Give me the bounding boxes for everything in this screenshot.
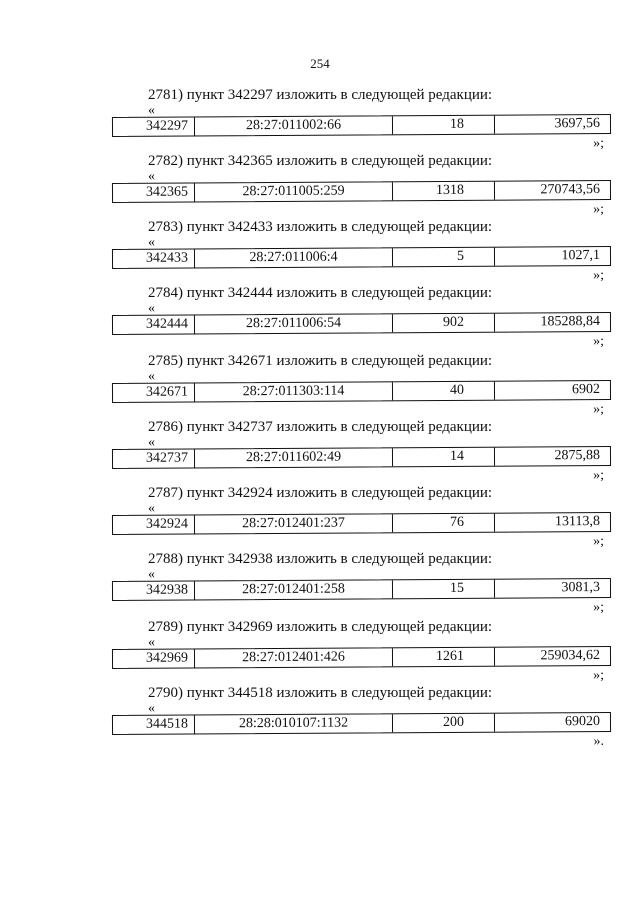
value-cell: 2875,88 — [554, 448, 601, 464]
cadastral-number-cell: 28:27:012401:237 — [195, 514, 393, 533]
closing-quote: »; — [593, 334, 604, 349]
cadastral-number-cell: 28:27:011002:66 — [195, 116, 393, 135]
opening-quote: « — [148, 103, 155, 118]
table-row — [112, 446, 611, 469]
closing-quote: »; — [593, 136, 604, 151]
row-number-cell: 344518 — [113, 715, 195, 734]
amendment-heading: 2787) пункт 342924 изложить в следующей редакции: — [148, 485, 493, 501]
row-number-cell: 342297 — [113, 117, 195, 136]
value-cell: 259034,62 — [540, 648, 601, 664]
opening-quote: « — [148, 369, 155, 384]
row-number-cell: 342924 — [113, 515, 195, 534]
table-row — [112, 180, 611, 203]
opening-quote: « — [148, 701, 155, 716]
amendment-heading: 2789) пункт 342969 изложить в следующей редакции: — [148, 619, 493, 635]
quantity-cell: 5 — [393, 248, 495, 267]
table-row — [112, 312, 611, 335]
closing-quote: »; — [593, 534, 604, 549]
value-cell: 3697,56 — [554, 116, 601, 132]
amendment-heading: 2786) пункт 342737 изложить в следующей редакции: — [148, 419, 493, 435]
amendment-heading: 2784) пункт 342444 изложить в следующей редакции: — [148, 285, 493, 301]
value-cell: 270743,56 — [540, 182, 601, 198]
cadastral-number-cell: 28:27:012401:258 — [195, 580, 393, 599]
row-number-cell: 342969 — [113, 649, 195, 668]
quantity-cell: 1318 — [393, 182, 495, 201]
table-row — [112, 712, 611, 735]
closing-quote: »; — [593, 600, 604, 615]
quantity-cell: 18 — [393, 116, 495, 135]
cadastral-number-cell: 28:27:011006:54 — [195, 314, 393, 333]
value-cell: 3081,3 — [561, 580, 601, 596]
cadastral-number-cell: 28:27:011303:114 — [195, 382, 393, 401]
amendment-item — [0, 484, 640, 550]
closing-quote: »; — [593, 268, 604, 283]
cadastral-number-cell: 28:28:010107:1132 — [195, 714, 393, 733]
amendment-item — [0, 284, 640, 350]
table-row — [112, 578, 611, 601]
value-cell: 1027,1 — [561, 248, 601, 264]
amendment-item — [0, 152, 640, 218]
closing-quote: »; — [593, 668, 604, 683]
amendment-item — [0, 86, 640, 152]
cadastral-number-cell: 28:27:012401:426 — [195, 648, 393, 667]
page-number: 254 — [310, 56, 330, 71]
amendment-heading: 2783) пункт 342433 изложить в следующей редакции: — [148, 219, 493, 235]
table-row — [112, 512, 611, 535]
value-cell: 13113,8 — [554, 514, 601, 530]
quantity-cell: 902 — [393, 314, 495, 333]
table-row — [112, 380, 611, 403]
quantity-cell: 14 — [393, 448, 495, 467]
amendment-heading: 2782) пункт 342365 изложить в следующей редакции: — [148, 153, 493, 169]
opening-quote: « — [148, 567, 155, 582]
row-number-cell: 342737 — [113, 449, 195, 468]
value-cell: 6902 — [571, 382, 601, 398]
opening-quote: « — [148, 301, 155, 316]
amendment-item — [0, 352, 640, 418]
amendment-heading: 2781) пункт 342297 изложить в следующей редакции: — [148, 87, 493, 103]
row-number-cell: 342938 — [113, 581, 195, 600]
amendment-item — [0, 218, 640, 284]
closing-quote: ». — [593, 734, 604, 749]
quantity-cell: 15 — [393, 580, 495, 599]
row-number-cell: 342671 — [113, 383, 195, 402]
row-number-cell: 342433 — [113, 249, 195, 268]
value-cell: 69020 — [564, 714, 601, 730]
opening-quote: « — [148, 169, 155, 184]
amendment-heading: 2788) пункт 342938 изложить в следующей редакции: — [148, 551, 493, 567]
closing-quote: »; — [593, 402, 604, 417]
table-row — [112, 646, 611, 669]
quantity-cell: 1261 — [393, 648, 495, 667]
amendment-item — [0, 618, 640, 684]
amendment-heading: 2790) пункт 344518 изложить в следующей редакции: — [148, 685, 493, 701]
table-row — [112, 114, 611, 137]
closing-quote: »; — [593, 202, 604, 217]
row-number-cell: 342444 — [113, 315, 195, 334]
opening-quote: « — [148, 501, 155, 516]
amendment-item — [0, 550, 640, 616]
closing-quote: »; — [593, 468, 604, 483]
amendment-item — [0, 684, 640, 750]
opening-quote: « — [148, 435, 155, 450]
cadastral-number-cell: 28:27:011602:49 — [195, 448, 393, 467]
table-row — [112, 246, 611, 269]
amendment-item — [0, 418, 640, 484]
amendment-heading: 2785) пункт 342671 изложить в следующей редакции: — [148, 353, 493, 369]
opening-quote: « — [148, 635, 155, 650]
value-cell: 185288,84 — [540, 314, 601, 330]
quantity-cell: 200 — [393, 714, 495, 733]
cadastral-number-cell: 28:27:011005:259 — [195, 182, 393, 201]
opening-quote: « — [148, 235, 155, 250]
cadastral-number-cell: 28:27:011006:4 — [195, 248, 393, 267]
row-number-cell: 342365 — [113, 183, 195, 202]
quantity-cell: 40 — [393, 382, 495, 401]
quantity-cell: 76 — [393, 514, 495, 533]
